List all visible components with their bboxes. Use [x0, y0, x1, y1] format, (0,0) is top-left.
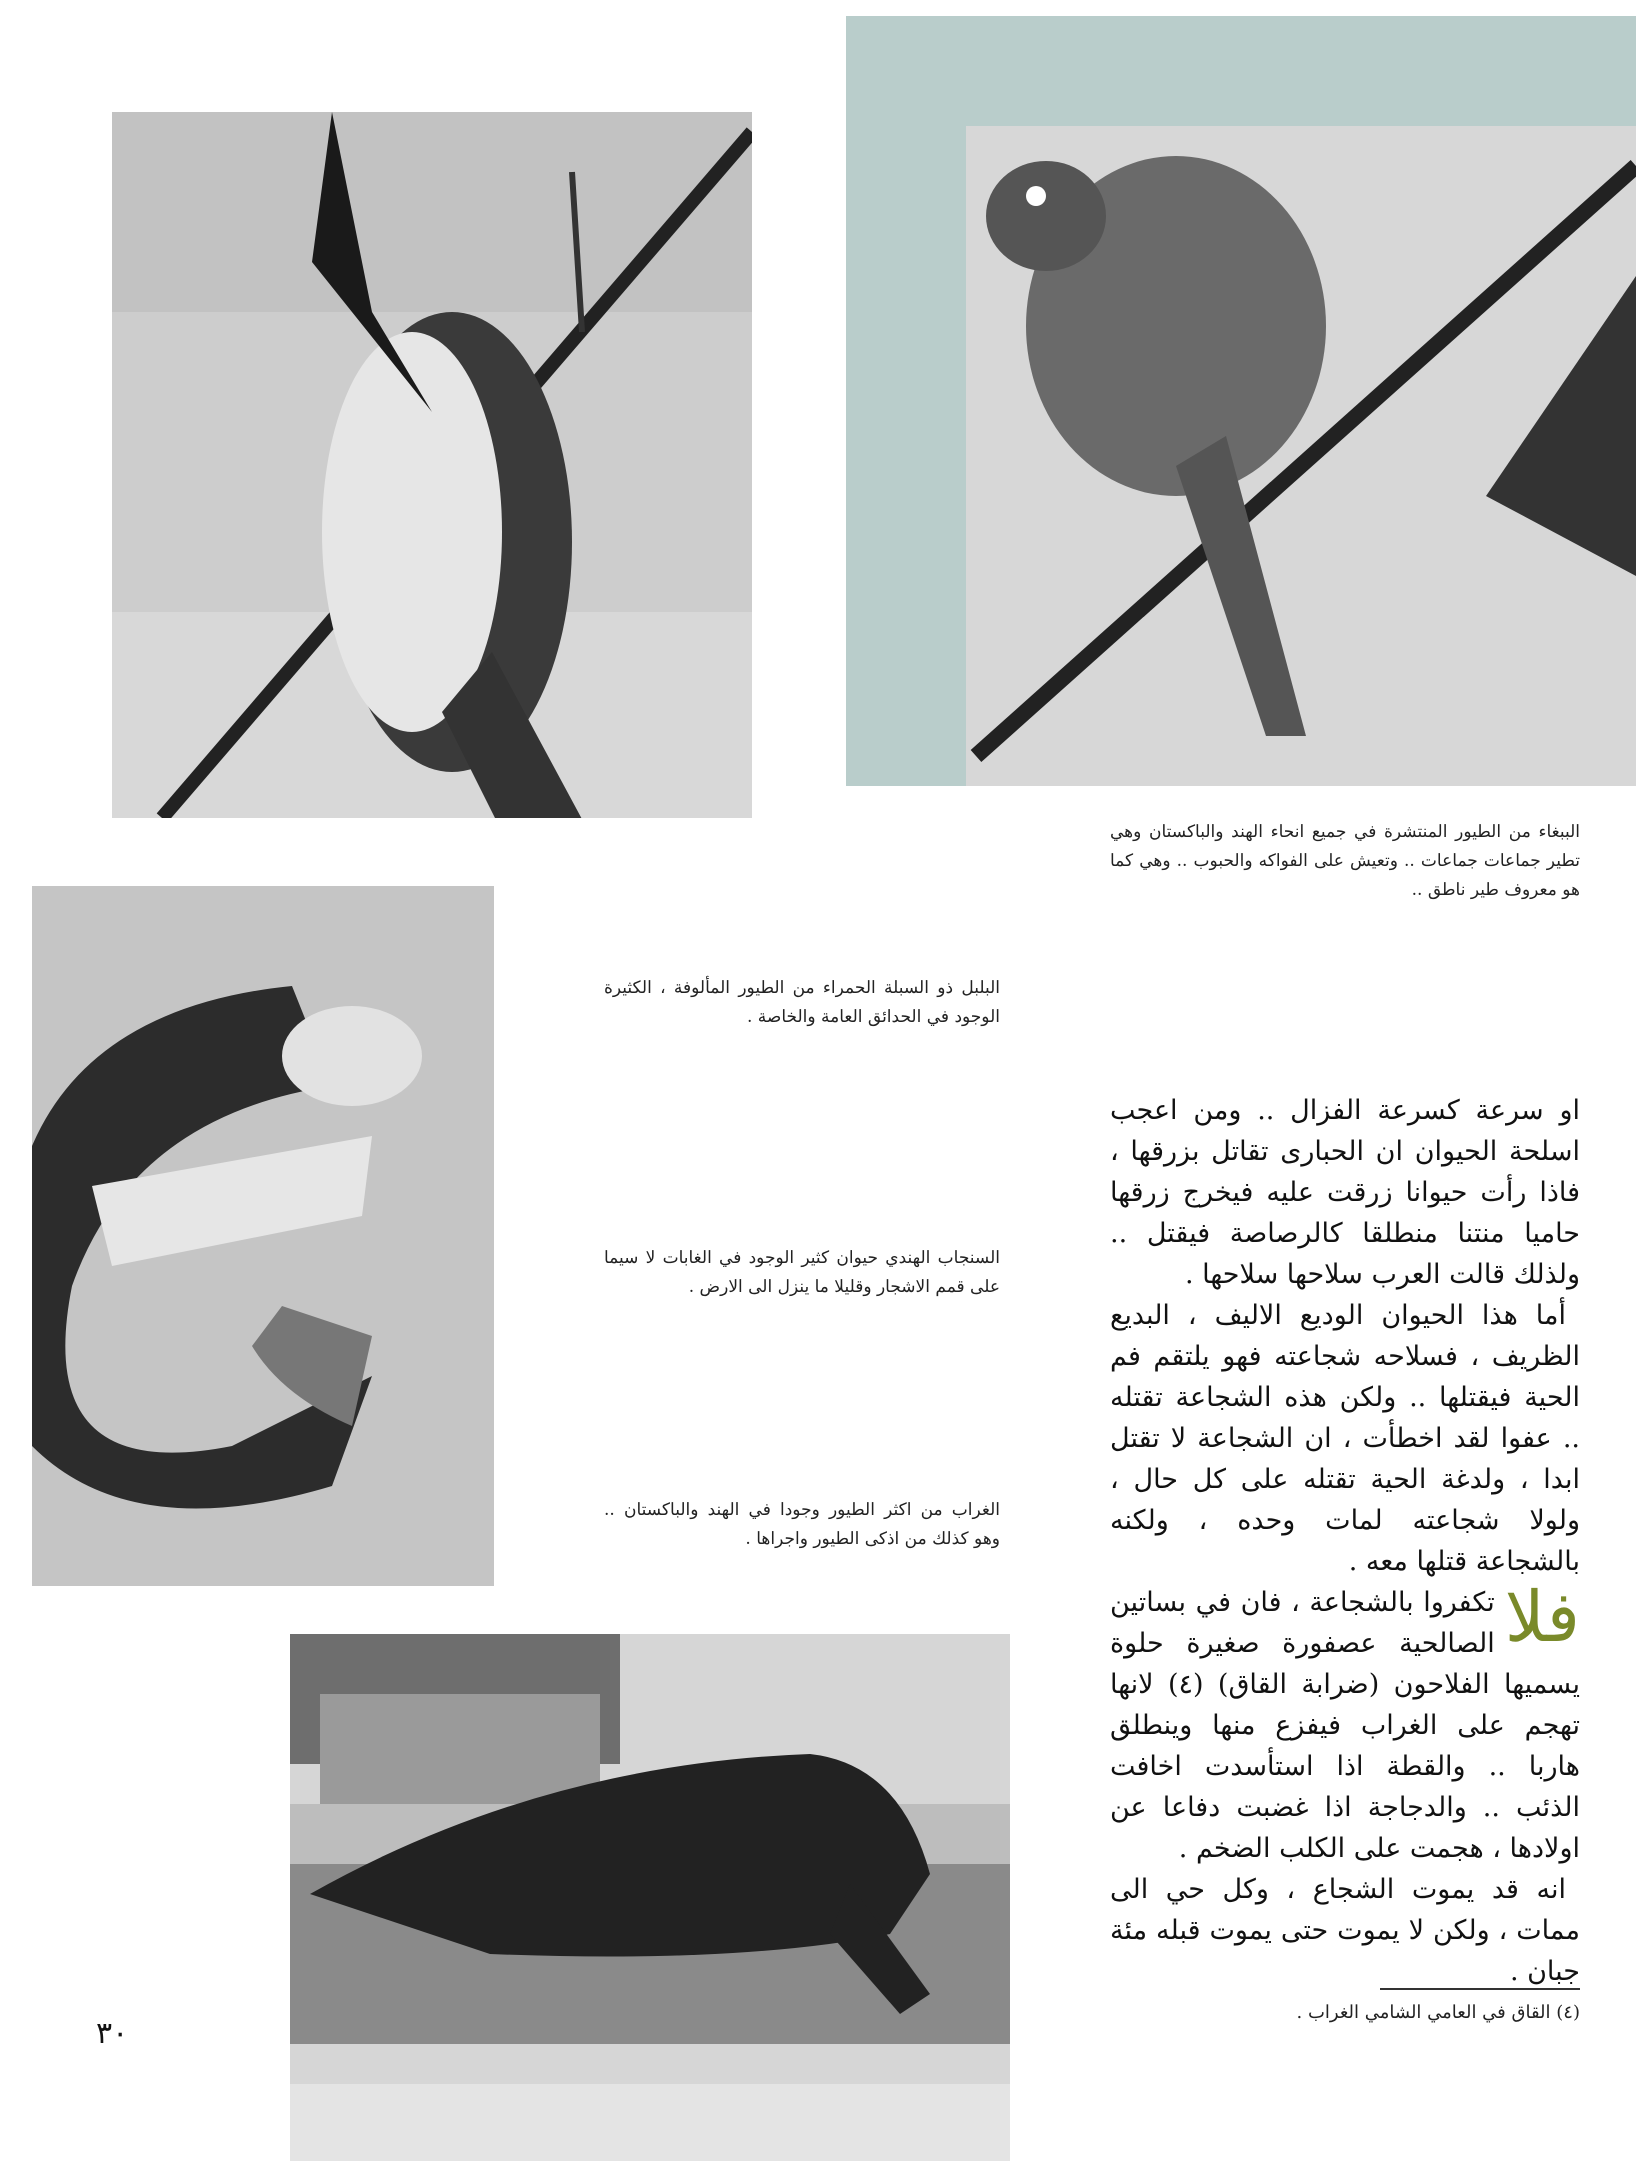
- article-paragraph-1: او سرعة كسرعة الفزال .. ومن اعجب اسلحة الحيوان ان الحبارى تقاتل بزرقها ، فاذا رأت حيوانا زرقت عليه فيخرج زرقها حاميا منتنا منطلقا كالرصاصة فيقتل .. ولذلك قالت العرب سلاحها سلاحها .: [1110, 1095, 1580, 1290]
- squirrel-caption: السنجاب الهندي حيوان كثير الوجود في الغابات لا سيما على قمم الاشجار وقليلا ما ينزل الى الارض .: [604, 1248, 1000, 1297]
- squirrel-photo: [32, 886, 494, 1586]
- article-paragraph-4: انه قد يموت الشجاع ، وكل حي الى ممات ، ولكن لا يموت حتى يموت قبله مئة جبان .: [1110, 1874, 1580, 1987]
- article-paragraph-2: أما هذا الحيوان الوديع الاليف ، البديع الظريف ، فسلاحه شجاعته فهو يلتقم فم الحية فيقتلها .. ولكن هذه الشجاعة تقتله .. عفوا لقد اخطأت ، ان الشجاعة لا تقتل ابدا ، ولدغة الحية تقتله على كل حال ، ولولا شجاعته لمات وحده ، ولكنه بالشجاعة قتلها معه .: [1110, 1300, 1580, 1577]
- footnote-rule: [1380, 1988, 1580, 1990]
- article-paragraph-3-text: تكفروا بالشجاعة ، فان في بساتين الصالحية عصفورة صغيرة حلوة يسميها الفلاحون (ضرابة القاق) (٤) لانها تهجم على الغراب فيفزع منها وينطلق هاربا .. والقطة اذا استأسدت اخافت الذئب .. والدجاجة اذا غضبت دفاعا عن اولادها ، هجمت على الكلب الضخم .: [1110, 1587, 1580, 1864]
- drop-cap: فلا: [1504, 1576, 1580, 1658]
- squirrel-illustration: [32, 886, 494, 1586]
- crow-caption: الغراب من اكثر الطيور وجودا في الهند والباكستان .. وهو كذلك من اذكى الطيور واجراها .: [604, 1500, 1000, 1549]
- bulbul-photo: [112, 112, 752, 818]
- bulbul-illustration: [112, 112, 752, 818]
- article-paragraph-3: [1110, 1576, 1580, 1869]
- footnote: (٤) القاق في العامي الشامي الغراب .: [1296, 2002, 1580, 2023]
- bulbul-caption: البلبل ذو السبلة الحمراء من الطيور المألوفة ، الكثيرة الوجود في الحدائق العامة والخاصة .: [604, 978, 1000, 1027]
- parrot-illustration: [846, 16, 1636, 786]
- crow-photo: [290, 1634, 1010, 2161]
- parrot-photo: [846, 16, 1636, 786]
- page-number: ٣٠: [96, 2016, 129, 2051]
- crow-illustration: [290, 1634, 1010, 2161]
- parrot-caption: الببغاء من الطيور المنتشرة في جميع انحاء الهند والباكستان وهي تطير جماعات جماعات .. وتعيش على الفواكه والحبوب .. وهي كما هو معروف طير ناطق ..: [1110, 822, 1580, 900]
- article-body: [1110, 1090, 1580, 1992]
